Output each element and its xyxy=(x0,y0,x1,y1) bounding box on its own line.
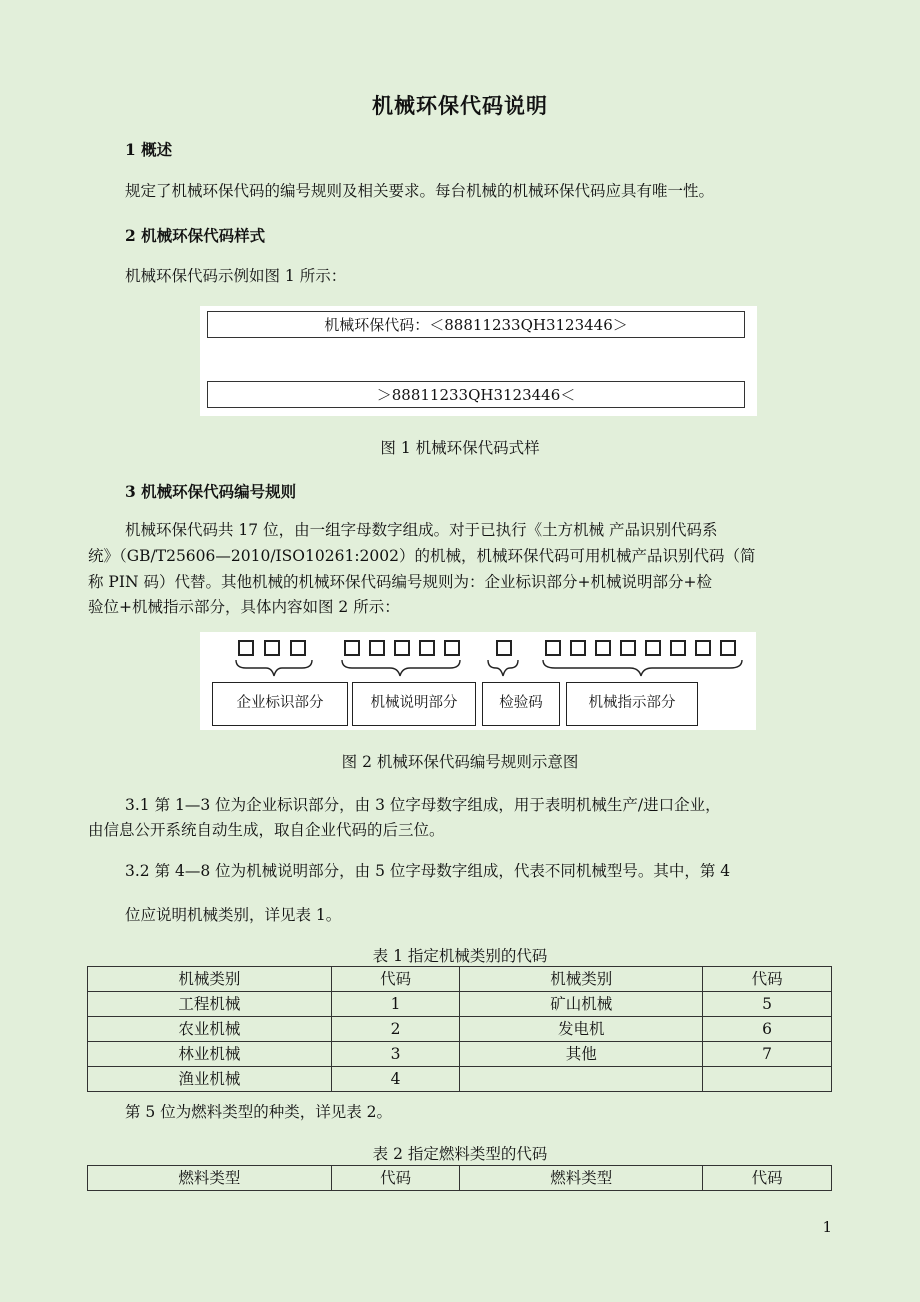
code-box xyxy=(394,640,410,656)
table-cell: 其他 xyxy=(460,1042,703,1067)
code-box xyxy=(645,640,661,656)
label-machine-description: 机械说明部分 xyxy=(352,682,476,726)
table-cell: 5 xyxy=(703,992,832,1017)
table-cell xyxy=(703,1067,832,1092)
code-box xyxy=(238,640,254,656)
page-title: 机械环保代码说明 xyxy=(372,93,548,118)
section-3-1-line-1: 3.1 第 1—3 位为企业标识部分，由 3 位字母数字组成，用于表明机械生产/进口企业， xyxy=(125,796,721,814)
code-box xyxy=(670,640,686,656)
code-box xyxy=(620,640,636,656)
table-cell: 2 xyxy=(331,1017,460,1042)
code-box xyxy=(290,640,306,656)
section-3-heading: 3 机械环保代码编号规则 xyxy=(125,482,297,501)
section-3-2-line-1: 3.2 第 4—8 位为机械说明部分，由 5 位字母数字组成，代表不同机械型号。其中，第 4 xyxy=(125,862,731,880)
code-box xyxy=(720,640,736,656)
table-cell: 林业机械 xyxy=(88,1042,332,1067)
code-box xyxy=(344,640,360,656)
section-3-para-line-2: 统》（GB/T25606—2010/ISO10261:2002）的机械，机械环保代码可用机械产品识别代码（简 xyxy=(88,547,756,565)
section-3-2-line-2: 位应说明机械类别，详见表 1。 xyxy=(125,906,342,924)
figure-2-caption: 图 2 机械环保代码编号规则示意图 xyxy=(341,753,579,771)
section-1-text: 规定了机械环保代码的编号规则及相关要求。每台机械的机械环保代码应具有唯一性。 xyxy=(125,182,715,200)
table-header-cell: 机械类别 xyxy=(460,967,703,992)
table-cell: 发电机 xyxy=(460,1017,703,1042)
table-1-caption: 表 1 指定机械类别的代码 xyxy=(372,947,548,965)
table-cell: 6 xyxy=(703,1017,832,1042)
code-box xyxy=(695,640,711,656)
section-3-para-line-1: 机械环保代码共 17 位，由一组字母数字组成。对于已执行《土方机械 产品识别代码系 xyxy=(125,521,718,539)
section-2-text: 机械环保代码示例如图 1 所示： xyxy=(125,267,347,285)
table-cell: 4 xyxy=(331,1067,460,1092)
table-1 xyxy=(87,966,832,1092)
figure-2 xyxy=(200,632,756,730)
table-header-cell: 燃料类型 xyxy=(88,1166,332,1191)
section-3-para-line-4: 验位+机械指示部分，具体内容如图 2 所示： xyxy=(88,598,400,616)
table-header-cell: 代码 xyxy=(703,967,832,992)
code-box xyxy=(264,640,280,656)
code-box xyxy=(595,640,611,656)
label-check-digit: 检验码 xyxy=(482,682,560,726)
table-cell: 3 xyxy=(331,1042,460,1067)
figure-1-caption: 图 1 机械环保代码式样 xyxy=(380,439,540,457)
table-header-cell: 代码 xyxy=(331,967,460,992)
section-2-heading: 2 机械环保代码样式 xyxy=(125,226,266,245)
table-cell: 7 xyxy=(703,1042,832,1067)
label-enterprise-id: 企业标识部分 xyxy=(212,682,348,726)
table-header-cell: 机械类别 xyxy=(88,967,332,992)
code-box xyxy=(444,640,460,656)
table-row xyxy=(88,1017,832,1042)
figure-1 xyxy=(200,306,757,416)
table-cell xyxy=(460,1067,703,1092)
table-cell: 1 xyxy=(331,992,460,1017)
code-sample-line-1: 机械环保代码：＜88811233QH3123446＞ xyxy=(207,311,745,338)
group-braces xyxy=(200,658,756,680)
label-machine-indicator: 机械指示部分 xyxy=(566,682,698,726)
code-box xyxy=(545,640,561,656)
code-box xyxy=(419,640,435,656)
table-header-cell: 代码 xyxy=(703,1166,832,1191)
page-number: 1 xyxy=(822,1218,832,1236)
table-cell: 农业机械 xyxy=(88,1017,332,1042)
code-box xyxy=(369,640,385,656)
section-3-1-line-2: 由信息公开系统自动生成，取自企业代码的后三位。 xyxy=(88,821,445,839)
table-row xyxy=(88,992,832,1017)
section-1-heading: 1 概述 xyxy=(125,140,173,159)
code-sample-line-2: ＞88811233QH3123446＜ xyxy=(207,381,745,408)
table-cell: 渔业机械 xyxy=(88,1067,332,1092)
table-2 xyxy=(87,1165,832,1191)
table-row xyxy=(88,1067,832,1092)
code-box xyxy=(570,640,586,656)
table-2-caption: 表 2 指定燃料类型的代码 xyxy=(372,1145,548,1163)
section-5-text: 第 5 位为燃料类型的种类，详见表 2。 xyxy=(125,1103,393,1121)
table-row xyxy=(88,1042,832,1067)
table-header-cell: 代码 xyxy=(331,1166,460,1191)
table-header-row xyxy=(88,967,832,992)
code-box xyxy=(496,640,512,656)
section-3-para-line-3: 称 PIN 码）代替。其他机械的机械环保代码编号规则为：企业标识部分+机械说明部分+检 xyxy=(88,573,712,591)
table-header-row xyxy=(88,1166,832,1191)
table-cell: 矿山机械 xyxy=(460,992,703,1017)
table-header-cell: 燃料类型 xyxy=(460,1166,703,1191)
table-cell: 工程机械 xyxy=(88,992,332,1017)
